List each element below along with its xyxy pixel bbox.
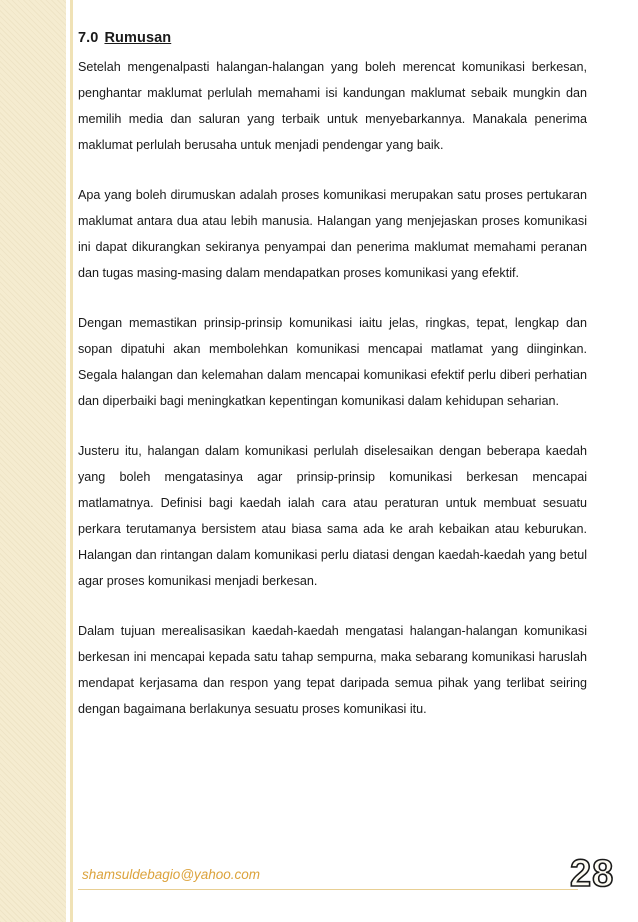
- paragraph-5: Dalam tujuan merealisasikan kaedah-kaedah mengatasi halangan-halangan komunikasi berkesan ini mencapai kepada satu tahap sempurna, maka sebarang komunikasi haruslah mendapat kerjasama dan respon yang tepat daripada semua pihak yang terlibat seiring dengan bagaimana berlakunya sesuatu proses komunikasi itu.: [78, 624, 587, 716]
- section-heading: [78, 30, 587, 46]
- page-number: 28: [570, 853, 615, 895]
- paragraph-2: Apa yang boleh dirumuskan adalah proses komunikasi merupakan satu proses pertukaran maklumat antara dua atau lebih manusia. Halangan yang menjejaskan proses komunikasi ini dapat dikurangkan sekiranya penyampai dan penerima maklumat memahami peranan dan tugas masing-masing dalam mendapatkan proses komunikasi yang efektif.: [78, 188, 587, 280]
- sidebar-divider: [70, 0, 73, 922]
- paragraph-1: Setelah mengenalpasti halangan-halangan yang boleh merencat komunikasi berkesan, penghantar maklumat perlulah memahami isi kandungan maklumat sebaik mungkin dan memilih media dan saluran yang terbaik untuk menyebarkannya. Manakala penerima maklumat perlulah berusaha untuk menjadi pendengar yang baik.: [78, 60, 587, 152]
- section-title: Rumusan: [104, 30, 172, 46]
- section-number: 7.0: [78, 30, 99, 46]
- footer-email: shamsuldebagio@yahoo.com: [82, 867, 261, 882]
- document-body: [78, 30, 587, 746]
- paragraph-4: Justeru itu, halangan dalam komunikasi perlulah diselesaikan dengan beberapa kaedah yang boleh mengatasinya agar prinsip-prinsip komunikasi berkesan mencapai matlamatnya. Definisi bagi kaedah ialah cara atau peraturan untuk membuat sesuatu perkara terutamanya bersistem atau biasa sama ada ke arah kebaikan atau keburukan. Halangan dan rintangan dalam komunikasi perlu diatasi dengan kaedah-kaedah yang betul agar proses komunikasi menjadi berkesan.: [78, 444, 587, 588]
- decorative-sidebar: [0, 0, 66, 922]
- footer-divider: [78, 889, 578, 890]
- paragraph-3: Dengan memastikan prinsip-prinsip komunikasi iaitu jelas, ringkas, tepat, lengkap dan sopan dipatuhi akan membolehkan komunikasi mencapai matlamat yang diinginkan. Segala halangan dan kelemahan dalam mencapai komunikasi efektif perlu diberi perhatian dan diperbaiki bagi meningkatkan kepentingan komunikasi dalam kehidupan seharian.: [78, 316, 587, 408]
